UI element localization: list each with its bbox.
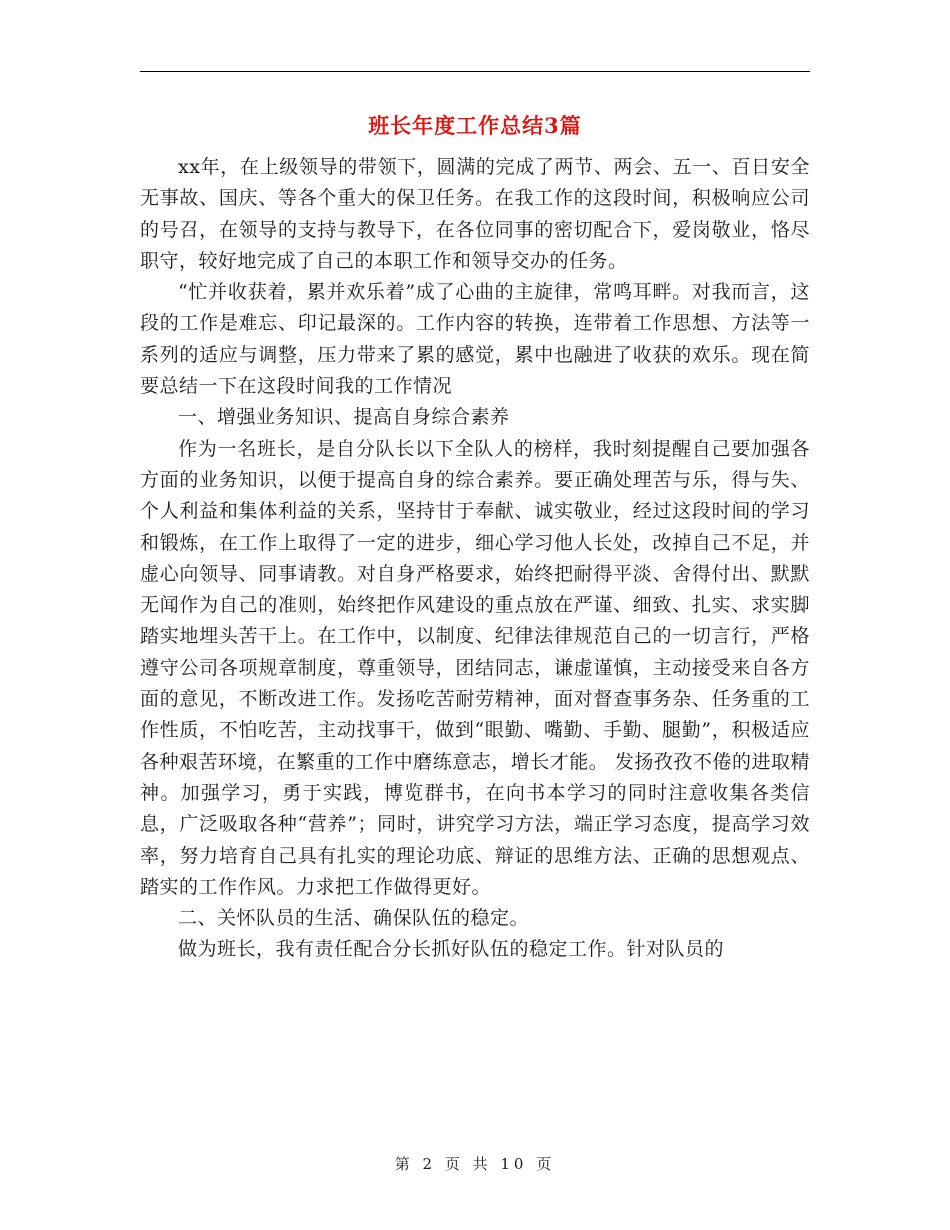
- paragraph-busy-harvest: “忙并收获着，累并欢乐着”成了心曲的主旋律，常鸣耳畔。对我而言，这段的工作是难忘、印记最深的。工作内容的转换，连带着工作思想、方法等一系列的适应与调整，压力带来了累的感觉，累中也融进了收获的欢乐。现在简要总结一下在这段时间我的工作情况: [140, 281, 810, 398]
- paragraph-section-1: 作为一名班长，是自分队长以下全队人的榜样，我时刻提醒自己要加强各方面的业务知识，以便于提高自身的综合素养。要正确处理苦与乐，得与失、个人利益和集体利益的关系，坚持甘于奉献、诚实敬业，经过这段时间的学习和锻炼，在工作上取得了一定的进步，细心学习他人长处，改掉自己不足，并虚心向领导、同事请教。对自身严格要求，始终把耐得平淡、舍得付出、默默无闻作为自己的准则，始终把作风建设的重点放在严谨、细致、扎实、求实脚踏实地埋头苦干上。在工作中，以制度、纪律法律规范自己的一切言行，严格遵守公司各项规章制度，尊重领导，团结同志，谦虚谨慎，主动接受来自各方面的意见，不断改进工作。发扬吃苦耐劳精神，面对督查事务杂、任务重的工作性质，不怕吃苦，主动找事干，做到“眼勤、嘴勤、手勤、腿勤”，积极适应各种艰苦环境，在繁重的工作中磨练意志，增长才能。 发扬孜孜不倦的进取精神。加强学习，勇于实践，博览群书，在向书本学习的同时注意收集各类信息，广泛吸取各种“营养”；同时，讲究学习方法，端正学习态度，提高学习效率，努力培育自己具有扎实的理论功底、辩证的思维方法、正确的思想观点、踏实的工作作风。力求把工作做得更好。: [140, 437, 810, 898]
- section-heading-1: 一、增强业务知识、提高自身综合素养: [178, 406, 510, 429]
- document-body: [140, 152, 810, 966]
- section-heading-2: 二、关怀队员的生活、确保队伍的稳定。: [178, 907, 530, 930]
- paragraph-intro: xx年，在上级领导的带领下，圆满的完成了两节、两会、五一、百日安全无事故、国庆、等各个重大的保卫任务。在我工作的这段时间，积极响应公司的号召，在领导的支持与教导下，在各位同事的密切配合下，爱岗敬业，恪尽职守，较好地完成了自己的本职工作和领导交办的任务。: [140, 156, 810, 272]
- header-rule: [140, 71, 810, 72]
- document-title: 班长年度工作总结3篇: [368, 113, 582, 138]
- paragraph-section-2: 做为班长，我有责任配合分长抓好队伍的稳定工作。针对队员的: [178, 938, 725, 961]
- page-number-footer: 第 2 页 共 10 页: [394, 1155, 556, 1173]
